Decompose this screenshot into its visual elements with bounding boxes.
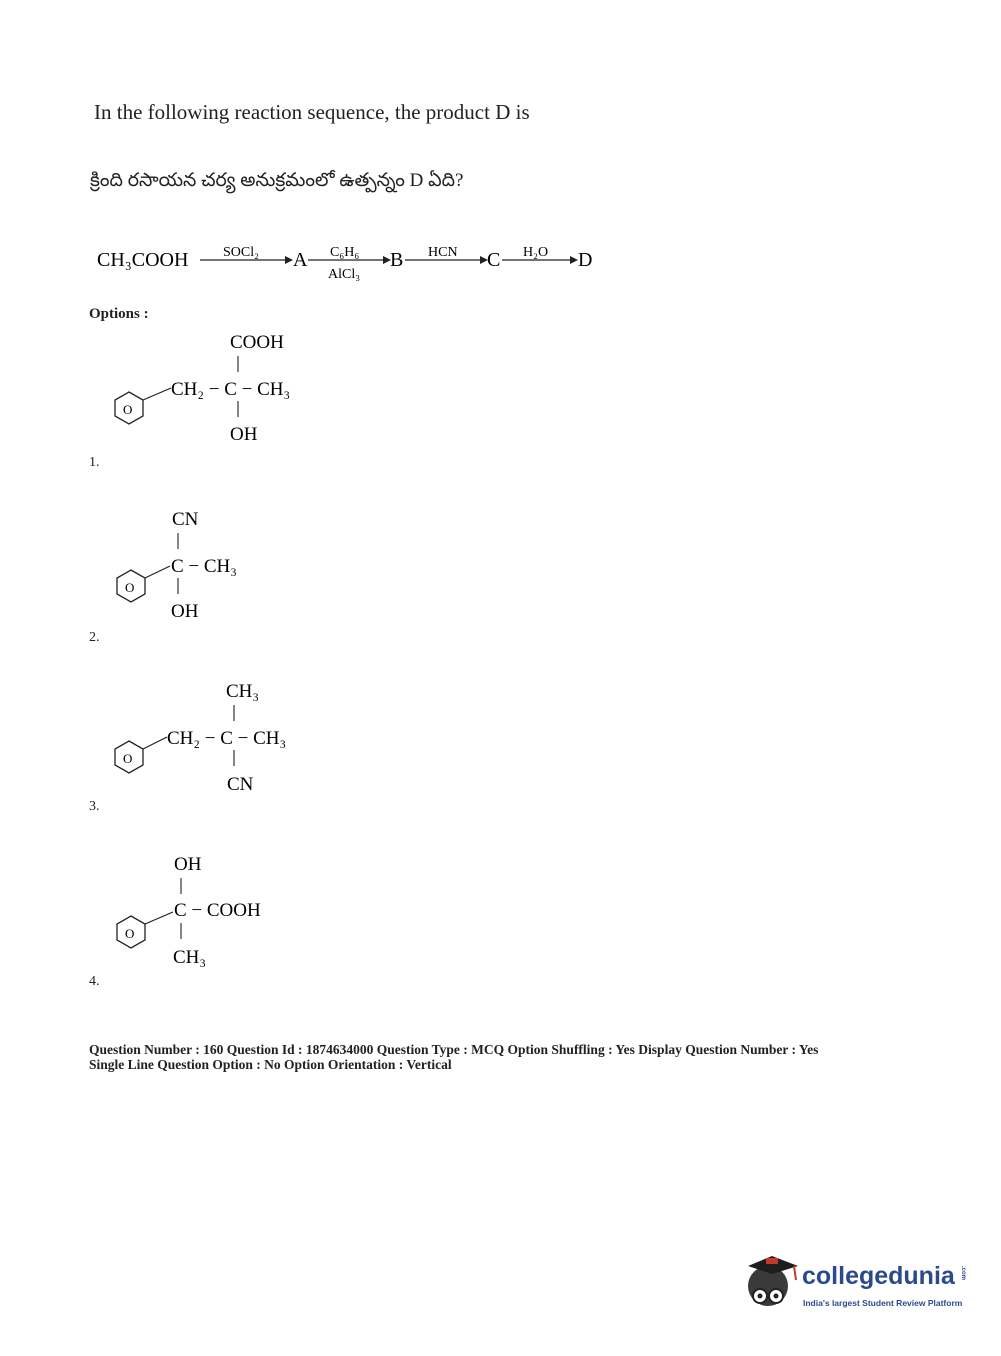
intermediate-b: B xyxy=(390,249,404,271)
reagent-2-bottom: AlCl₃ xyxy=(328,267,361,282)
option-3-chain: CH₂ − C − CH₃ xyxy=(167,728,287,749)
option-2-chain: C − CH₃ xyxy=(171,556,237,577)
reagent-2-top: C₆H₆ xyxy=(330,245,360,260)
option-3-number: 3. xyxy=(89,799,100,814)
reagent-4: H₂O xyxy=(523,245,549,260)
metadata-line-2: Single Line Question Option : No Option Orientation : Vertical xyxy=(89,1057,452,1072)
option-2-structure xyxy=(110,502,290,627)
option-1-bottom: OH xyxy=(230,424,258,445)
options-label: Options : xyxy=(89,306,149,322)
question-telugu: క్రింది రసాయన చర్య అనుక్రమంలో ఉత్పన్నం D ఏది? xyxy=(90,170,464,191)
intermediate-a: A xyxy=(293,249,308,271)
product-d: D xyxy=(578,249,593,271)
reagent-3: HCN xyxy=(428,245,458,260)
question-metadata xyxy=(89,1042,969,1072)
option-4-bottom: CH₃ xyxy=(173,947,207,968)
metadata-line-1: Question Number : 160 Question Id : 1874634000 Question Type : MCQ Option Shuffling : Yes Display Question Number : Yes xyxy=(89,1042,819,1057)
option-2-number: 2. xyxy=(89,630,100,645)
reagent-1: SOCl₂ xyxy=(223,245,260,260)
svg-text:O: O xyxy=(125,580,135,595)
option-4-structure xyxy=(110,848,310,973)
svg-text:O: O xyxy=(125,926,135,941)
brand-suffix: .com xyxy=(960,1266,966,1281)
collegedunia-logo xyxy=(742,1252,972,1322)
option-4-number: 4. xyxy=(89,974,100,989)
brand-name: collegedunia xyxy=(802,1262,955,1290)
option-3-bottom: CN xyxy=(227,774,254,795)
option-4-top: OH xyxy=(174,854,202,875)
option-3-structure xyxy=(105,673,325,803)
svg-text:O: O xyxy=(123,751,133,766)
option-1-number: 1. xyxy=(89,455,100,470)
question-english: In the following reaction sequence, the product D is xyxy=(94,100,530,124)
option-2-top: CN xyxy=(172,509,199,530)
reaction-scheme xyxy=(90,232,630,292)
option-2-bottom: OH xyxy=(171,601,199,622)
brand-tagline: India's largest Student Review Platform xyxy=(803,1298,963,1308)
svg-text:O: O xyxy=(123,402,133,417)
option-1-top: COOH xyxy=(230,332,284,353)
option-4-chain: C − COOH xyxy=(174,900,261,921)
mascot-icon xyxy=(742,1252,802,1314)
intermediate-c: C xyxy=(487,249,501,271)
option-1-structure xyxy=(105,325,325,455)
option-1-chain: CH₂ − C − CH₃ xyxy=(171,379,291,400)
scheme-start: CH₃COOH xyxy=(97,249,189,271)
option-3-top: CH₃ xyxy=(226,681,260,702)
